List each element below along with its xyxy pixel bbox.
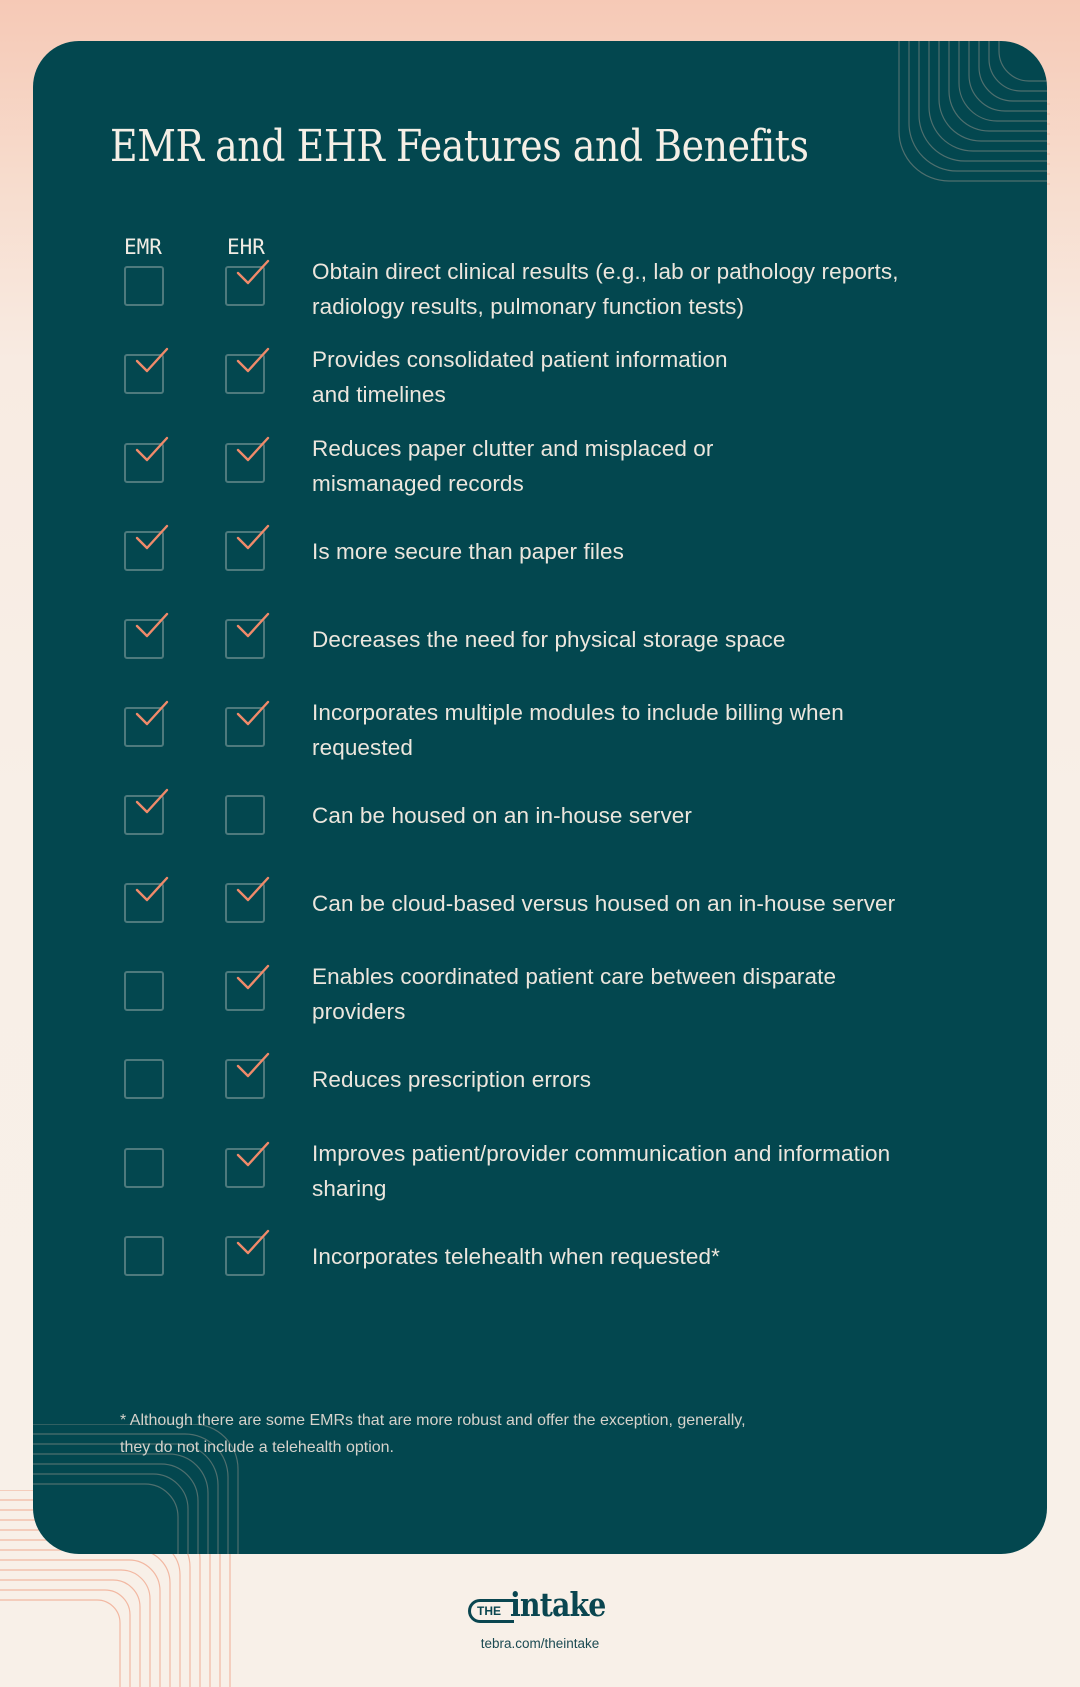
the-intake-logo [468, 1585, 618, 1629]
ehr-checkbox [225, 1059, 265, 1099]
logo-intake: intake [510, 1585, 606, 1624]
checkmark-icon [131, 610, 177, 656]
feature-text-line: providers [312, 999, 406, 1024]
feature-text [312, 695, 952, 765]
checkmark-icon [232, 1227, 278, 1273]
checkmark-icon [131, 698, 177, 744]
emr-checkbox [124, 443, 164, 483]
emr-checkbox [124, 1148, 164, 1188]
ehr-checkbox [225, 354, 265, 394]
emr-checkbox [124, 619, 164, 659]
ehr-checkbox [225, 707, 265, 747]
checkmark-icon [232, 345, 278, 391]
feature-text [312, 254, 952, 324]
feature-text-line: Is more secure than paper files [312, 539, 625, 564]
decorative-arcs-card-corner [889, 41, 1047, 191]
feature-text [312, 1136, 952, 1206]
checkmark-icon [232, 1139, 278, 1185]
feature-text [312, 534, 952, 569]
feature-text [312, 798, 952, 833]
feature-text [312, 1062, 952, 1097]
feature-text [312, 342, 952, 412]
feature-text-line: Enables coordinated patient care between disparate [312, 964, 837, 989]
checkmark-icon [232, 874, 278, 920]
ehr-checkbox [225, 443, 265, 483]
column-header-emr: EMR [124, 235, 162, 259]
feature-text [312, 886, 952, 921]
ehr-checkbox [225, 883, 265, 923]
feature-text-line: requested [312, 735, 413, 760]
feature-text-line: Improves patient/provider communication and information [312, 1141, 891, 1166]
ehr-checkbox [225, 531, 265, 571]
feature-text-line: Incorporates telehealth when requested* [312, 1244, 720, 1269]
emr-checkbox [124, 1059, 164, 1099]
feature-text-line: mismanaged records [312, 471, 524, 496]
feature-text-line: Incorporates multiple modules to include billing when [312, 700, 844, 725]
feature-text [312, 1239, 952, 1274]
checkmark-icon [232, 257, 278, 303]
ehr-checkbox [225, 971, 265, 1011]
checkmark-icon [131, 786, 177, 832]
ehr-checkbox [225, 795, 265, 835]
emr-checkbox [124, 883, 164, 923]
checkmark-icon [232, 434, 278, 480]
feature-text-line: Provides consolidated patient information [312, 347, 728, 372]
feature-text-line: radiology results, pulmonary function tests) [312, 294, 745, 319]
feature-text-line: Decreases the need for physical storage space [312, 627, 786, 652]
ehr-checkbox [225, 1148, 265, 1188]
emr-checkbox [124, 1236, 164, 1276]
ehr-checkbox [225, 619, 265, 659]
footnote-line-1: * Although there are some EMRs that are more robust and offer the exception, generally, [120, 1412, 746, 1429]
page-title: EMR and EHR Features and Benefits [110, 121, 809, 172]
logo-the: THE [468, 1599, 514, 1623]
feature-text [312, 959, 952, 1029]
comparison-card [33, 41, 1047, 1554]
ehr-checkbox [225, 266, 265, 306]
checkmark-icon [131, 874, 177, 920]
feature-text-line: Reduces paper clutter and misplaced or [312, 436, 714, 461]
footnote [120, 1407, 880, 1461]
emr-checkbox [124, 531, 164, 571]
footnote-line-2: they do not include a telehealth option. [120, 1439, 394, 1456]
checkmark-icon [131, 522, 177, 568]
checkmark-icon [232, 962, 278, 1008]
checkmark-icon [131, 345, 177, 391]
feature-text-line: and timelines [312, 382, 446, 407]
checkmark-icon [131, 434, 177, 480]
emr-checkbox [124, 266, 164, 306]
checkmark-icon [232, 522, 278, 568]
emr-checkbox [124, 971, 164, 1011]
feature-text [312, 622, 952, 657]
emr-checkbox [124, 354, 164, 394]
site-url: tebra.com/theintake [480, 1636, 600, 1651]
emr-checkbox [124, 707, 164, 747]
feature-text-line: Can be housed on an in-house server [312, 803, 693, 828]
feature-text-line: Can be cloud-based versus housed on an in-house server [312, 891, 896, 916]
feature-text-line: sharing [312, 1176, 387, 1201]
emr-checkbox [124, 795, 164, 835]
checkmark-icon [232, 1050, 278, 1096]
column-header-ehr: EHR [227, 235, 265, 259]
feature-text-line: Obtain direct clinical results (e.g., lab or pathology reports, [312, 259, 899, 284]
feature-text-line: Reduces prescription errors [312, 1067, 592, 1092]
feature-text [312, 431, 952, 501]
ehr-checkbox [225, 1236, 265, 1276]
checkmark-icon [232, 610, 278, 656]
checkmark-icon [232, 698, 278, 744]
